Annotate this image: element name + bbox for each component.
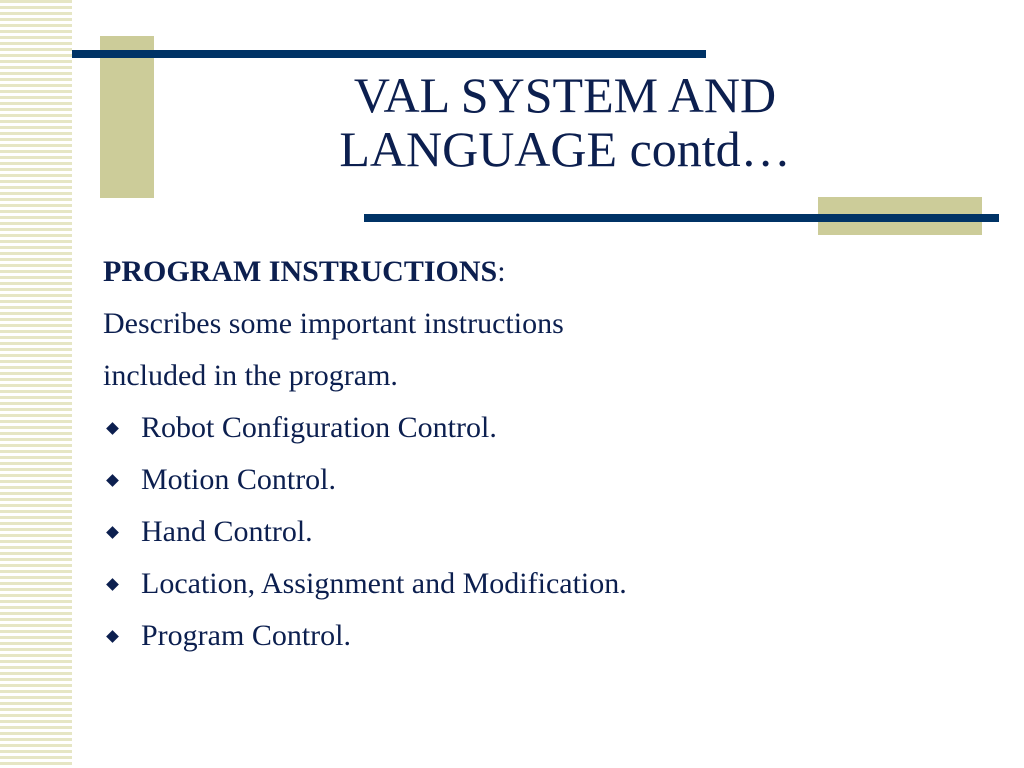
- diamond-bullet-icon: [106, 422, 119, 435]
- bullet-text: Program Control.: [141, 619, 351, 652]
- section-heading: [103, 246, 983, 298]
- description-line-2: included in the program.: [103, 359, 398, 392]
- bullet-text: Hand Control.: [141, 515, 313, 548]
- diamond-bullet-icon: [106, 630, 119, 643]
- diamond-bullet-icon: [106, 474, 119, 487]
- bullet-text: Location, Assignment and Modification.: [141, 567, 627, 600]
- rule-line-bottom: [364, 214, 999, 222]
- bullet-item: [103, 402, 983, 454]
- bullet-item: [103, 506, 983, 558]
- description-line-1: Describes some important instructions: [103, 307, 564, 340]
- bullet-item: [103, 454, 983, 506]
- bullet-text: Motion Control.: [141, 463, 337, 496]
- section-heading-colon: :: [497, 255, 506, 288]
- bullet-item: [103, 558, 983, 610]
- diamond-bullet-icon: [106, 578, 119, 591]
- side-stripe-decoration: [0, 0, 72, 768]
- bullet-text: Robot Configuration Control.: [141, 411, 497, 444]
- slide-title: [230, 68, 900, 176]
- bullet-list: [103, 402, 983, 662]
- diamond-bullet-icon: [106, 526, 119, 539]
- section-heading-text: PROGRAM INSTRUCTIONS: [103, 255, 498, 288]
- slide-title-line1: VAL SYSTEM AND: [353, 67, 777, 123]
- slide-title-line2: LANGUAGE contd…: [339, 121, 791, 177]
- rule-line-top: [72, 50, 706, 58]
- bullet-item: [103, 610, 983, 662]
- slide-content: [103, 246, 983, 662]
- accent-block-top: [100, 36, 154, 198]
